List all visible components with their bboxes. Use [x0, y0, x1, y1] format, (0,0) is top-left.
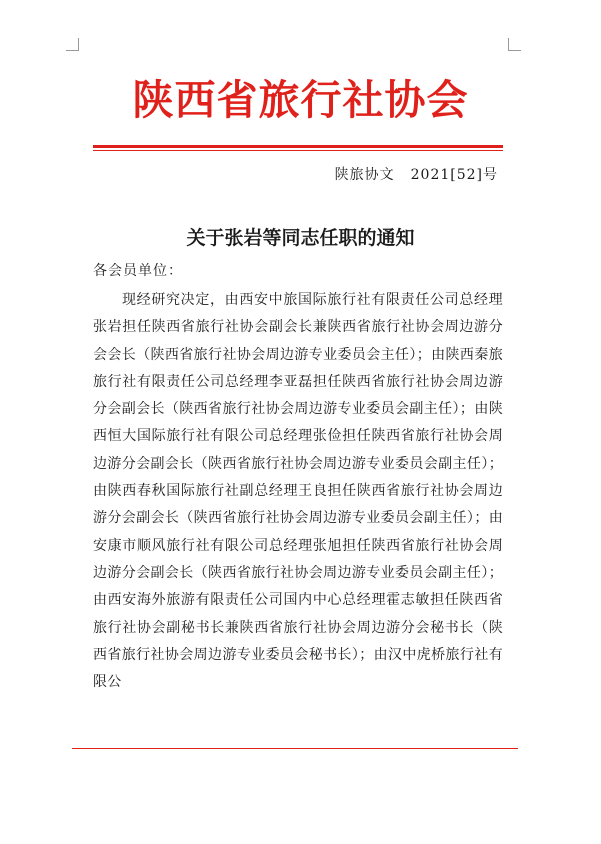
notice-title: 关于张岩等同志任职的通知	[186, 227, 415, 249]
doc-number-value: 2021[52]号	[410, 167, 498, 183]
red-divider-thick	[93, 145, 503, 148]
crop-mark-top-left	[66, 38, 79, 51]
addressee: 各会员单位：	[93, 263, 183, 279]
red-divider-thin	[93, 150, 503, 151]
bottom-divider	[72, 748, 518, 749]
org-header-title: 陕西省旅行社协会	[132, 76, 469, 124]
body-paragraph: 现经研究决定，由西安中旅国际旅行社有限责任公司总经理张岩担任陕西省旅行社协会副会长兼陕西省旅行社协会周边游分会会长（陕西省旅行社协会周边游专业委员会主任）；由陕西秦旅旅行社有限责任公司总经理李亚磊担任陕西省旅行社协会周边游分会副会长（陕西省旅行社协会周边游专业委员会副主任）；由陕西恒大国际旅行社有限公司总经理张俭担任陕西省旅行社协会周边游分会副会长（陕西省旅行社协会周边游专业委员会副主任）；由陕西春秋国际旅行社副总经理王良担任陕西省旅行社协会周边游分会副会长（陕西省旅行社协会周边游专业委员会副主任）；由安康市顺风旅行社有限公司总经理张旭担任陕西省旅行社协会周边游分会副会长（陕西省旅行社协会周边游专业委员会副主任）；由西安海外旅游有限责任公司国内中心总经理霍志敏担任陕西省旅行社协会副秘书长兼陕西省旅行社协会周边游分会秘书长（陕西省旅行社协会周边游专业委员会秘书长）；由汉中虎桥旅行社有限公	[93, 292, 503, 691]
crop-mark-top-right	[508, 38, 521, 51]
doc-number-prefix: 陕旅协文	[334, 167, 395, 183]
document-number	[335, 165, 498, 185]
